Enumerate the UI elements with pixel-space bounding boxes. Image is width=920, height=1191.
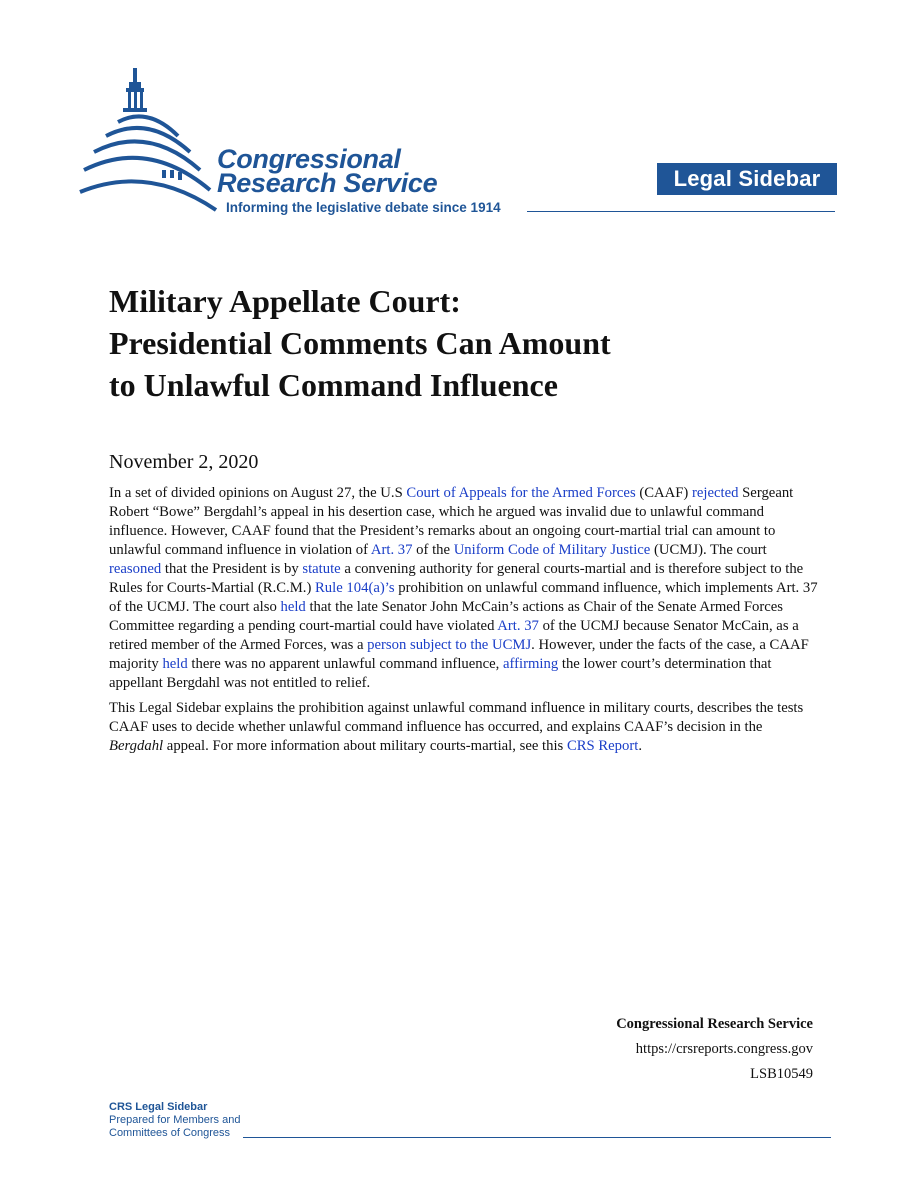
legal-sidebar-badge: Legal Sidebar bbox=[657, 163, 837, 195]
tagline-divider bbox=[527, 211, 835, 212]
bottom-divider bbox=[243, 1137, 831, 1138]
footer-org: Congressional Research Service bbox=[616, 1016, 813, 1032]
body-text: . bbox=[638, 738, 643, 754]
title-line: Presidential Comments Can Amount bbox=[109, 325, 611, 361]
tagline: Informing the legislative debate since 1914 bbox=[226, 200, 501, 215]
bottom-label-line2: Prepared for Members and bbox=[109, 1114, 241, 1126]
inline-link[interactable]: Rule 104(a)’s bbox=[315, 580, 395, 596]
bottom-label-line1: CRS Legal Sidebar bbox=[109, 1101, 208, 1113]
inline-link[interactable]: statute bbox=[302, 561, 341, 577]
body-paragraph bbox=[109, 699, 819, 756]
inline-link[interactable]: CRS Report bbox=[566, 738, 639, 754]
body-text: (CAAF) bbox=[635, 485, 692, 501]
inline-link[interactable]: affirming bbox=[503, 656, 559, 672]
page-title bbox=[109, 280, 611, 406]
report-id: LSB10549 bbox=[750, 1066, 813, 1082]
body-text: This Legal Sidebar explains the prohibition against unlawful command influence in military courts, describes the tests CAAF uses to decide whether unlawful command influence has occurred, and explains CAAF’s decision in the bbox=[109, 700, 804, 735]
capitol-dome-icon bbox=[78, 66, 218, 216]
body-text: appeal. For more information about military courts-martial, see this bbox=[163, 738, 567, 754]
inline-link[interactable]: Art. 37 bbox=[370, 542, 413, 558]
body-text: that the late Senator John McCain’s actions as Chair of the Senate Armed Forces Committee regarding a pending court-martial could have violated bbox=[109, 599, 783, 634]
body-text: In a set of divided opinions on August 27, the U.S bbox=[109, 485, 407, 501]
body-text: Sergeant Robert “Bowe” Bergdahl’s appeal in his desertion case, which he argued was invalid due to unlawful command influence. However, CAAF found that the President’s remarks about an ongoing court-martial trial can amount to unlawful command influence in violation of bbox=[109, 485, 794, 558]
bottom-label-line3: Committees of Congress bbox=[109, 1127, 231, 1139]
inline-link[interactable]: rejected bbox=[691, 485, 739, 501]
body-text: . However, under the facts of the case, a CAAF majority bbox=[109, 637, 809, 672]
body-text: of the bbox=[412, 542, 454, 558]
body-text: of the UCMJ because Senator McCain, as a retired member of the Armed Forces, was a bbox=[109, 618, 799, 653]
footer-block bbox=[616, 1012, 813, 1087]
body-text: prohibition on unlawful command influence, which implements Art. 37 of the UCMJ. The court also bbox=[109, 580, 818, 615]
title-line: to Unlawful Command Influence bbox=[109, 367, 558, 403]
body-text: there was no apparent unlawful command influence, bbox=[187, 656, 503, 672]
inline-link[interactable]: reasoned bbox=[109, 561, 162, 577]
body-text: that the President is by bbox=[161, 561, 303, 577]
publication-date: November 2, 2020 bbox=[109, 451, 259, 473]
inline-link[interactable]: held bbox=[280, 599, 306, 615]
body-text: (UCMJ). The court bbox=[650, 542, 767, 558]
title-line: Military Appellate Court: bbox=[109, 283, 461, 319]
inline-link[interactable]: Court of Appeals for the Armed Forces bbox=[406, 485, 636, 501]
italic-text: Bergdahl bbox=[109, 738, 164, 754]
inline-link[interactable]: Uniform Code of Military Justice bbox=[453, 542, 651, 558]
bottom-label bbox=[109, 1101, 240, 1140]
body-text: the lower court’s determination that appellant Bergdahl was not entitled to relief. bbox=[109, 656, 772, 691]
inline-link[interactable]: person subject to the UCMJ bbox=[367, 637, 532, 653]
inline-link[interactable]: held bbox=[162, 656, 188, 672]
crs-logo bbox=[78, 66, 538, 222]
body-text: a convening authority for general courts-martial and is therefore subject to the Rules for Courts-Martial (R.C.M.) bbox=[109, 561, 804, 596]
org-name-line2: Research Service bbox=[217, 168, 438, 198]
article-body bbox=[109, 484, 819, 762]
body-paragraph bbox=[109, 484, 819, 693]
footer-url[interactable]: https://crsreports.congress.gov bbox=[635, 1041, 813, 1057]
org-name-line1: Congressional bbox=[217, 144, 401, 174]
inline-link[interactable]: Art. 37 bbox=[497, 618, 539, 634]
